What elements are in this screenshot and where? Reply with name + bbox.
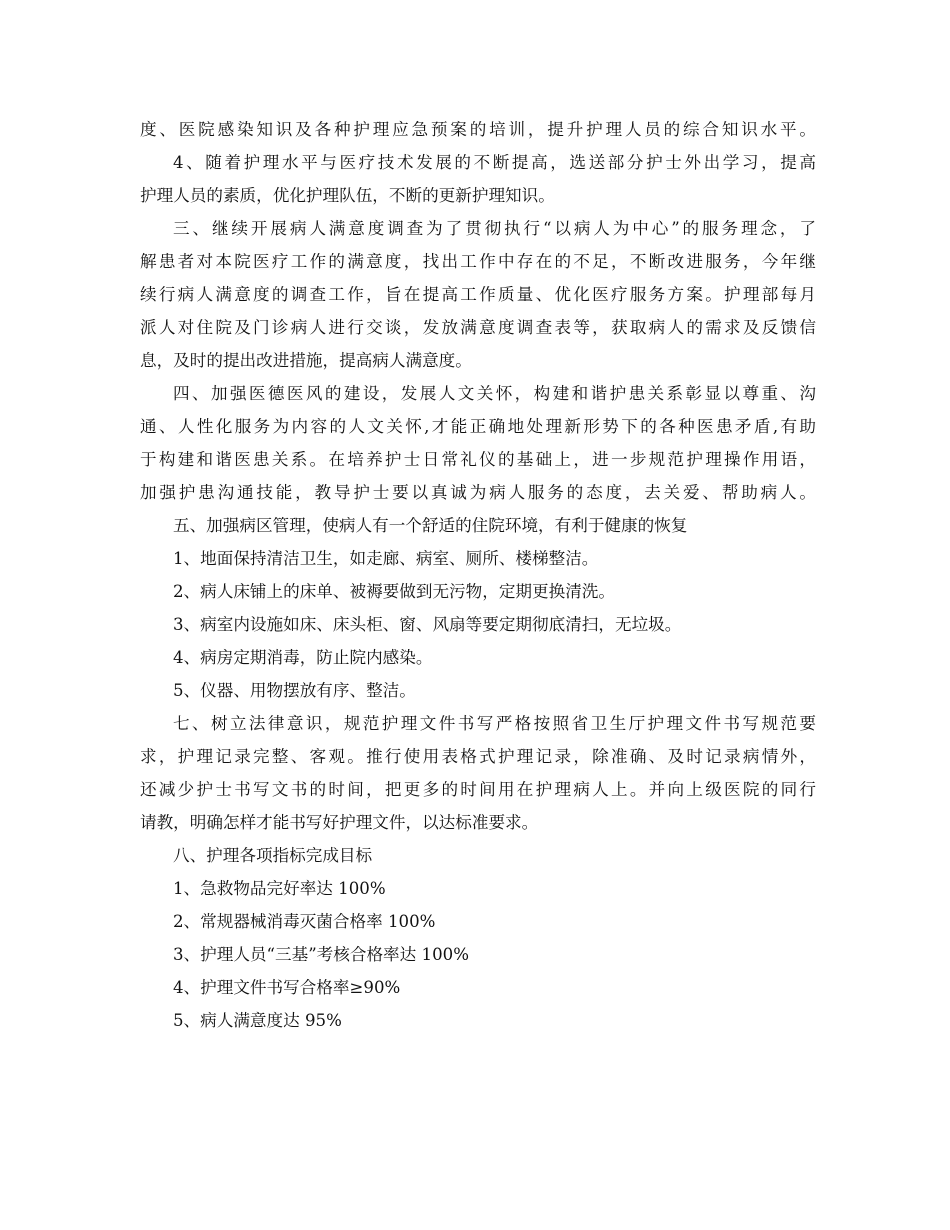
- text-line: 五、加强病区管理，使病人有一个舒适的住院环境，有利于健康的恢复: [173, 516, 688, 535]
- text-line: 1、急救物品完好率达 100%: [173, 879, 386, 898]
- text-line: 四、加强医德医风的建设，发展人文关怀，构建和谐护患关系彰显以尊重、沟: [173, 384, 816, 403]
- text-line: 三、继续开展病人满意度调查为了贯彻执行“以病人为中心”的服务理念，了: [173, 219, 816, 238]
- text-line: 护理人员的素质，优化护理队伍，不断的更新护理知识。: [140, 186, 555, 205]
- text-line: 1、地面保持清洁卫生，如走廊、病室、厕所、楼梯整洁。: [173, 549, 599, 568]
- text-line: 还减少护士书写文书的时间，把更多的时间用在护理病人上。并向上级医院的同行: [140, 780, 816, 799]
- text-line: 加强护患沟通技能，教导护士要以真诚为病人服务的态度，去关爱、帮助病人。: [140, 483, 816, 502]
- text-line: 息，及时的提出改进措施，提高病人满意度。: [140, 351, 472, 370]
- text-line: 度、医院感染知识及各种护理应急预案的培训，提升护理人员的综合知识水平。: [140, 120, 816, 139]
- text-line: 3、护理人员“三基”考核合格率达 100%: [173, 945, 469, 964]
- document-body: [140, 113, 816, 1037]
- text-line: 请教，明确怎样才能书写好护理文件，以达标准要求。: [140, 813, 539, 832]
- text-line: 八、护理各项指标完成目标: [173, 846, 373, 865]
- text-line: 4、护理文件书写合格率≥90%: [173, 978, 401, 997]
- text-line: 续行病人满意度的调查工作，旨在提高工作质量、优化医疗服务方案。护理部每月: [140, 285, 816, 304]
- text-line: 派人对住院及门诊病人进行交谈，发放满意度调查表等，获取病人的需求及反馈信: [140, 318, 816, 337]
- text-line: 3、病室内设施如床、床头柜、窗、风扇等要定期彻底清扫，无垃圾。: [173, 615, 682, 634]
- text-line: 七、树立法律意识，规范护理文件书写严格按照省卫生厅护理文件书写规范要: [173, 714, 816, 733]
- text-line: 通、人性化服务为内容的人文关怀,才能正确地处理新形势下的各种医患矛盾,有助: [140, 417, 816, 436]
- text-line: 求，护理记录完整、客观。推行使用表格式护理记录，除准确、及时记录病情外，: [140, 747, 816, 766]
- text-line: 于构建和谐医患关系。在培养护士日常礼仪的基础上，进一步规范护理操作用语，: [140, 450, 816, 469]
- text-line: 4、病房定期消毒，防止院内感染。: [173, 648, 433, 667]
- text-line: 2、常规器械消毒灭菌合格率 100%: [173, 912, 436, 931]
- text-line: 解患者对本院医疗工作的满意度，找出工作中存在的不足，不断改进服务，今年继: [140, 252, 816, 271]
- text-line: 5、病人满意度达 95%: [173, 1011, 342, 1030]
- text-line: 4、随着护理水平与医疗技术发展的不断提高，选送部分护士外出学习，提高: [173, 153, 816, 172]
- text-line: 2、病人床铺上的床单、被褥要做到无污物，定期更换清洗。: [173, 582, 615, 601]
- text-line: 5、仪器、用物摆放有序、整洁。: [173, 681, 416, 700]
